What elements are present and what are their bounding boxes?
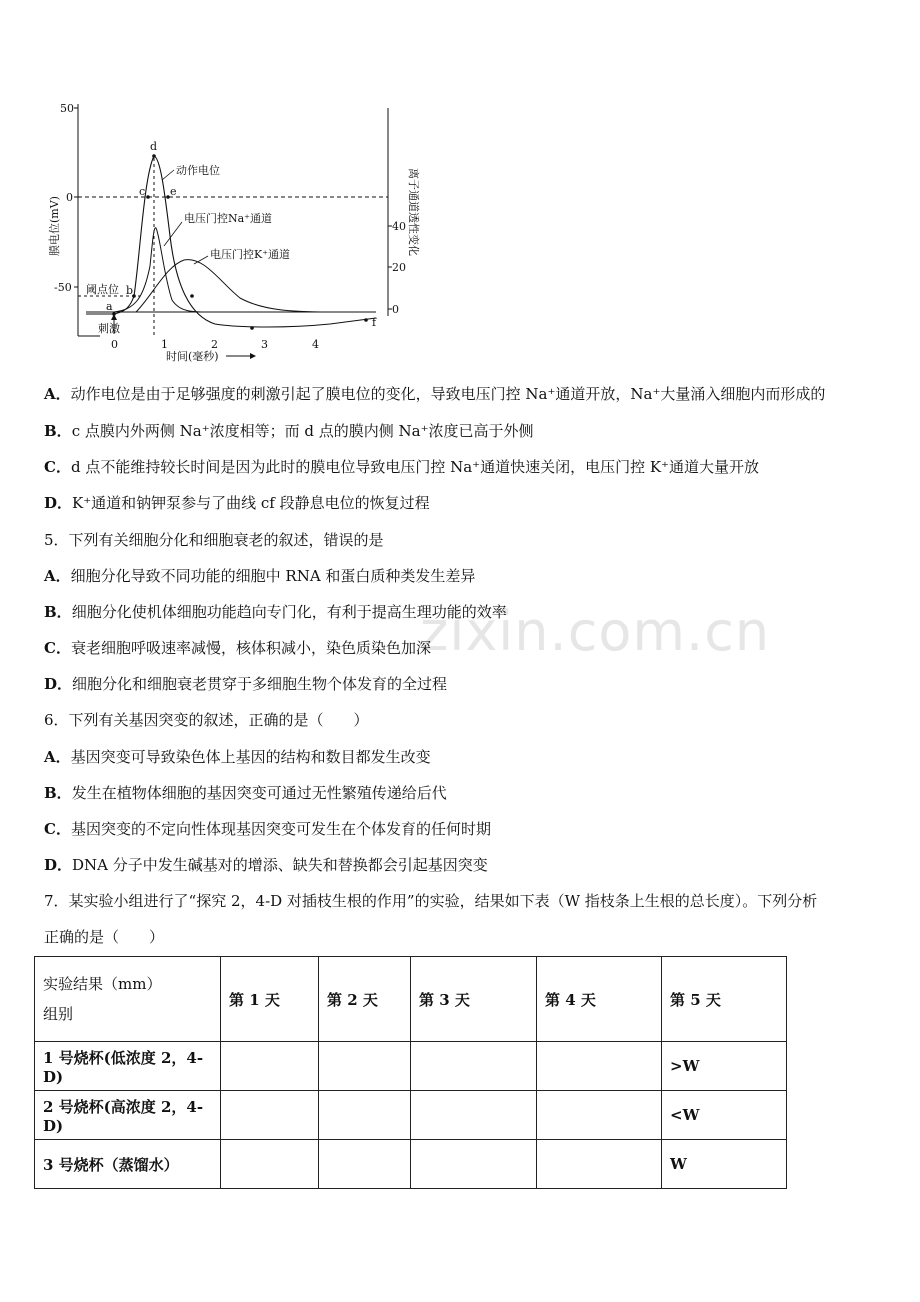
table-corner-cell [35, 957, 221, 1042]
table-cell [411, 1042, 537, 1091]
table-cell [319, 1140, 411, 1189]
day-header: 第 2 天 [319, 957, 411, 1042]
x-tick: 4 [312, 338, 319, 351]
corner-top: 实验结果（mm） [43, 975, 162, 993]
option-letter: C． [44, 820, 71, 838]
y-left-label: 膜电位(mV) [48, 196, 61, 256]
point-label: d [150, 140, 158, 153]
q5-option-c [44, 638, 431, 658]
group-cell: 1 号烧杯(低浓度 2，4-D) [35, 1042, 221, 1091]
option-letter: C． [44, 458, 71, 476]
y-left-tick: 0 [66, 191, 73, 204]
stimulus-label: 刺激 [98, 322, 120, 335]
q6-option-d [44, 855, 488, 875]
table-cell [221, 1140, 319, 1189]
q5-option-b [44, 602, 507, 622]
option-text: 基因突变可导致染色体上基因的结构和数目都发生改变 [70, 748, 431, 766]
x-label: 时间(毫秒) [166, 350, 219, 363]
q7-stem-line2: 正确的是（ ） [44, 928, 165, 946]
table-cell [411, 1091, 537, 1140]
table-header-row [35, 957, 787, 1042]
q7-stem-line1: 7．某实验小组进行了“探究 2，4-D 对插枝生根的作用”的实验，结果如下表（W 指枝条上生根的总长度）。下列分析 [44, 892, 818, 910]
y-left-tick: -50 [54, 281, 72, 294]
x-tick: 0 [111, 338, 118, 351]
q6-option-a [44, 747, 431, 767]
option-letter: B． [44, 422, 72, 440]
point-label: f [372, 316, 377, 329]
q4-option-d [44, 493, 430, 513]
point-label: a [106, 300, 113, 313]
curve-label-action: 动作电位 [176, 164, 220, 177]
action-potential-figure [40, 96, 440, 366]
y-left-tick: 50 [60, 102, 74, 115]
option-letter: D． [44, 856, 73, 874]
point-label: b [126, 284, 134, 297]
day-header: 第 4 天 [537, 957, 662, 1042]
q6-option-b [44, 783, 447, 803]
option-letter: C． [44, 639, 71, 657]
watermark: zixin.com.cn [420, 600, 771, 663]
y-right-label: 离子通道透性变化 [407, 168, 420, 256]
table-row [35, 1042, 787, 1091]
point-label: c [139, 185, 146, 198]
option-letter: A． [44, 748, 71, 766]
table-cell [537, 1042, 662, 1091]
option-text: 衰老细胞呼吸速率减慢，核体积减小，染色质染色加深 [70, 639, 431, 657]
day-header: 第 5 天 [662, 957, 787, 1042]
option-letter: A． [44, 567, 71, 585]
table-row [35, 1091, 787, 1140]
group-cell: 2 号烧杯(高浓度 2，4-D) [35, 1091, 221, 1140]
x-tick: 1 [161, 338, 168, 351]
results-table [34, 956, 787, 1189]
option-text: 细胞分化导致不同功能的细胞中 RNA 和蛋白质种类发生差异 [70, 567, 476, 585]
table-cell [319, 1042, 411, 1091]
point-label: e [170, 185, 177, 198]
q4-option-b [44, 421, 534, 441]
y-right-tick: 0 [392, 303, 399, 316]
option-letter: D． [44, 494, 73, 512]
k-channel-curve [136, 260, 330, 312]
option-text: c 点膜内外两侧 Na⁺浓度相等；而 d 点的膜内侧 Na⁺浓度已高于外侧 [71, 422, 534, 440]
table-cell [319, 1091, 411, 1140]
table-cell [221, 1091, 319, 1140]
x-tick: 3 [261, 338, 268, 351]
q6-stem: 6．下列有关基因突变的叙述，正确的是（ ） [44, 711, 369, 729]
q4-option-c [44, 457, 759, 477]
q5-option-d [44, 674, 447, 694]
action-potential-curve [86, 156, 376, 327]
curve-label-na: 电压门控Na⁺通道 [184, 212, 272, 225]
option-text: 基因突变的不定向性体现基因突变可发生在个体发育的任何时期 [70, 820, 491, 838]
table-cell [221, 1042, 319, 1091]
option-text: 动作电位是由于足够强度的刺激引起了膜电位的变化，导致电压门控 Na⁺通道开放，Na⁺大量涌入细胞内而形成的 [70, 385, 826, 403]
y-right-tick: 20 [392, 261, 406, 274]
x-tick: 2 [211, 338, 218, 351]
option-text: K⁺通道和钠钾泵参与了曲线 cf 段静息电位的恢复过程 [72, 494, 430, 512]
group-cell: 3 号烧杯（蒸馏水） [35, 1140, 221, 1189]
option-letter: B． [44, 603, 72, 621]
table-cell [537, 1091, 662, 1140]
option-letter: B． [44, 784, 72, 802]
day5-cell: W [662, 1140, 787, 1189]
table-cell [537, 1140, 662, 1189]
q5-option-a [44, 566, 475, 586]
option-text: 发生在植物体细胞的基因突变可通过无性繁殖传递给后代 [71, 784, 447, 802]
threshold-label: 阈点位 [86, 283, 119, 296]
q5-stem: 5．下列有关细胞分化和细胞衰老的叙述，错误的是 [44, 531, 384, 549]
corner-bottom: 组别 [43, 1005, 74, 1023]
option-text: 细胞分化使机体细胞功能趋向专门化，有利于提高生理功能的效率 [71, 603, 507, 621]
option-text: d 点不能维持较长时间是因为此时的膜电位导致电压门控 Na⁺通道快速关闭，电压门控 K⁺通道大量开放 [70, 458, 759, 476]
day5-cell: >W [662, 1042, 787, 1091]
option-text: 细胞分化和细胞衰老贯穿于多细胞生物个体发育的全过程 [72, 675, 448, 693]
day5-cell: <W [662, 1091, 787, 1140]
table-cell [411, 1140, 537, 1189]
q4-option-a [44, 384, 825, 404]
option-text: DNA 分子中发生碱基对的增添、缺失和替换都会引起基因突变 [72, 856, 488, 874]
option-letter: A． [44, 385, 71, 403]
table-row [35, 1140, 787, 1189]
option-letter: D． [44, 675, 73, 693]
y-right-tick: 40 [392, 220, 406, 233]
q6-option-c [44, 819, 491, 839]
na-channel-curve [114, 228, 215, 312]
day-header: 第 1 天 [221, 957, 319, 1042]
curve-label-k: 电压门控K⁺通道 [210, 248, 291, 261]
day-header: 第 3 天 [411, 957, 537, 1042]
